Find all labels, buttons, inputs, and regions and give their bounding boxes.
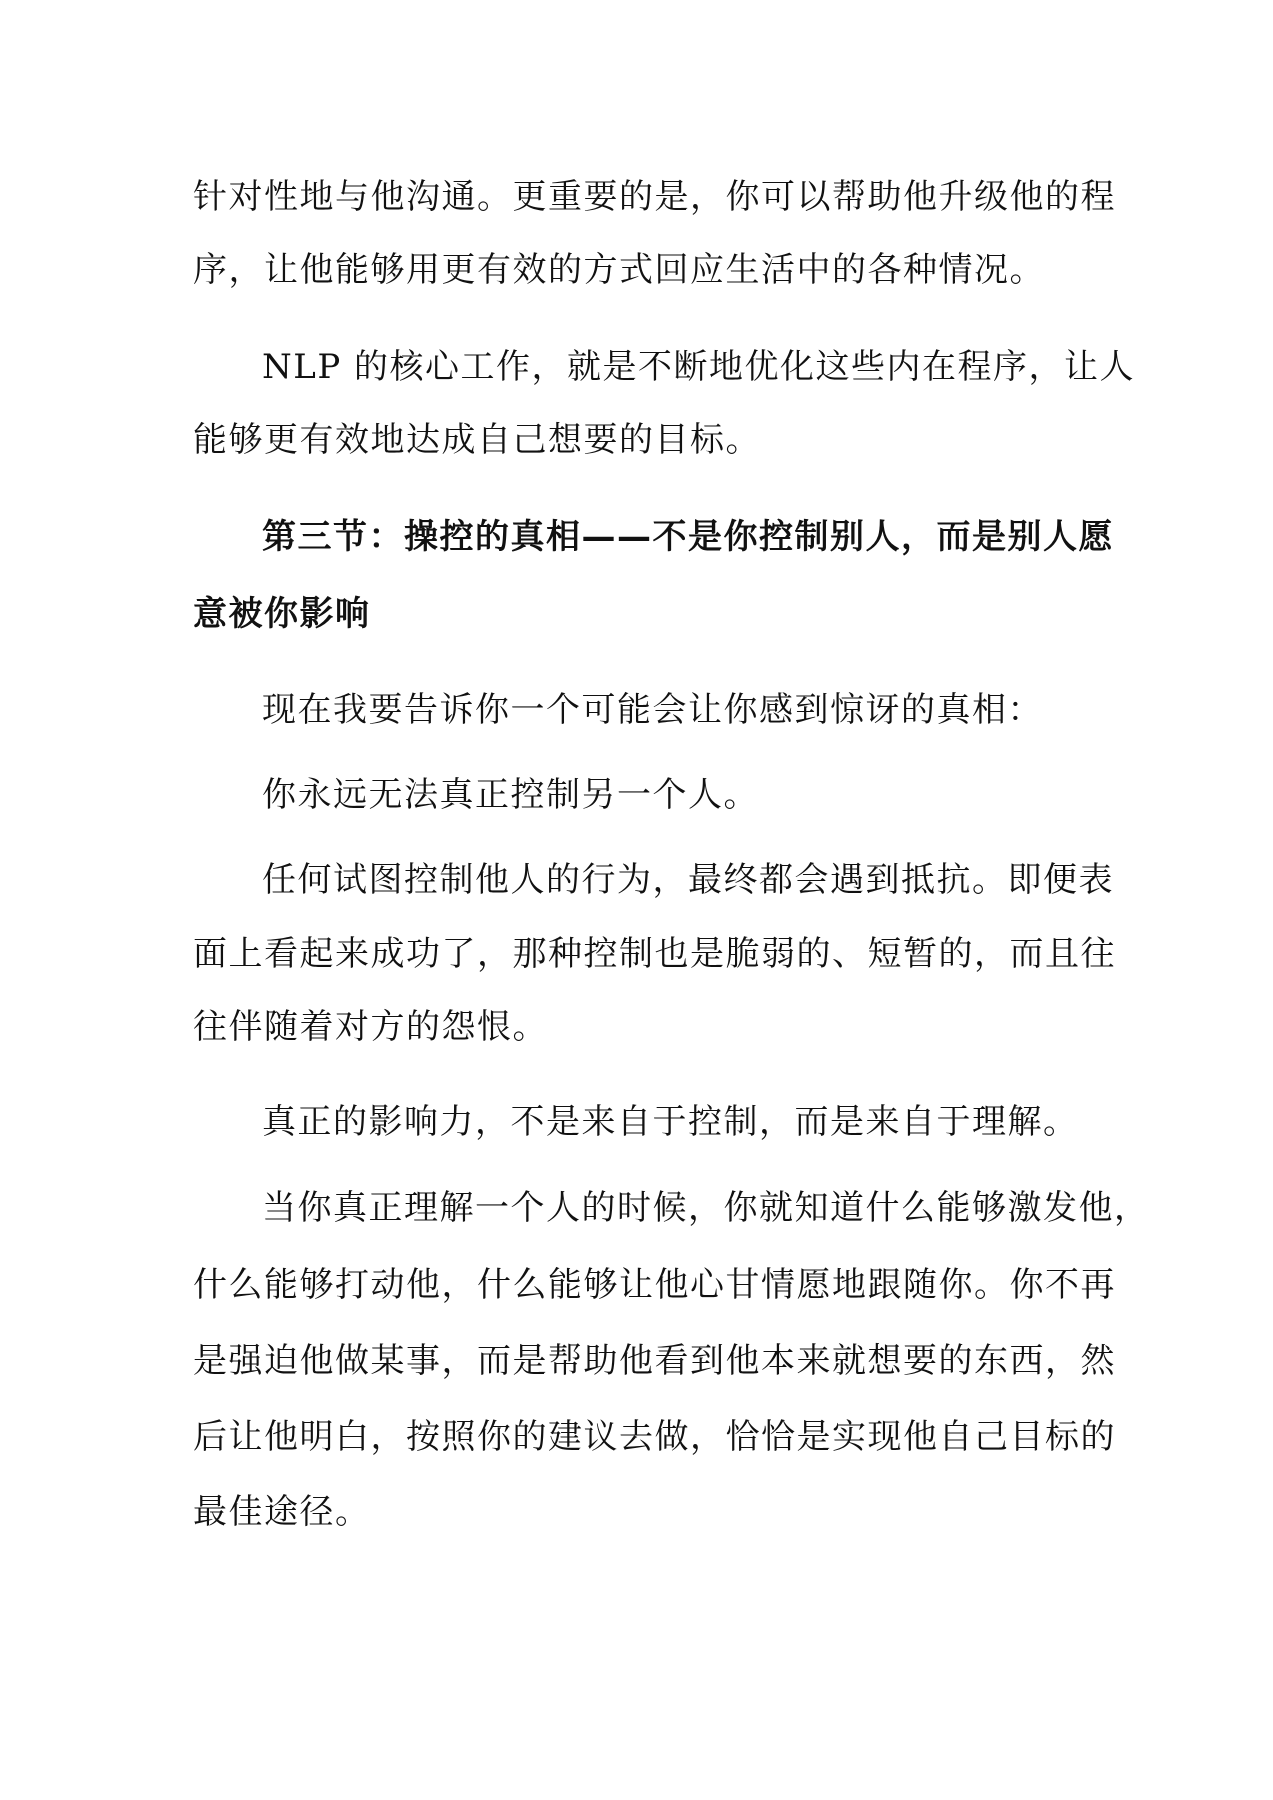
paragraph-first-line: 当你真正理解一个人的时候，你就知道什么能够激发他， <box>262 1188 1150 1228</box>
paragraph-first-line: 任何试图控制他人的行为，最终都会遇到抵抗。即便表 <box>262 860 1114 900</box>
paragraph-first-line: 真正的影响力，不是来自于控制，而是来自于理解。 <box>262 1102 1079 1142</box>
body-text-line: 后让他明白，按照你的建议去做，恰恰是实现他自己目标的 <box>193 1417 1116 1457</box>
body-text-line: 什么能够打动他，什么能够让他心甘情愿地跟随你。你不再 <box>193 1265 1116 1305</box>
body-text-line: 是强迫他做某事，而是帮助他看到他本来就想要的东西，然 <box>193 1341 1116 1381</box>
body-text-line: 序，让他能够用更有效的方式回应生活中的各种情况。 <box>193 250 1045 290</box>
body-text-line: 往伴随着对方的怨恨。 <box>193 1007 548 1047</box>
paragraph-first-line: NLP 的核心工作，就是不断地优化这些内在程序，让人 <box>262 347 1136 387</box>
body-text-line: 能够更有效地达成自己想要的目标。 <box>193 420 761 460</box>
body-text-line: 最佳途径。 <box>193 1492 371 1532</box>
body-text-line: 面上看起来成功了，那种控制也是脆弱的、短暂的，而且往 <box>193 934 1116 974</box>
paragraph-first-line: 现在我要告诉你一个可能会让你感到惊讶的真相： <box>262 690 1043 730</box>
body-text-line: 针对性地与他沟通。更重要的是，你可以帮助他升级他的程 <box>193 177 1116 217</box>
paragraph-first-line: 你永远无法真正控制另一个人。 <box>262 775 759 815</box>
section-heading: 第三节：操控的真相——不是你控制别人，而是别人愿 <box>262 517 1114 557</box>
section-heading-continued: 意被你影响 <box>193 594 371 634</box>
